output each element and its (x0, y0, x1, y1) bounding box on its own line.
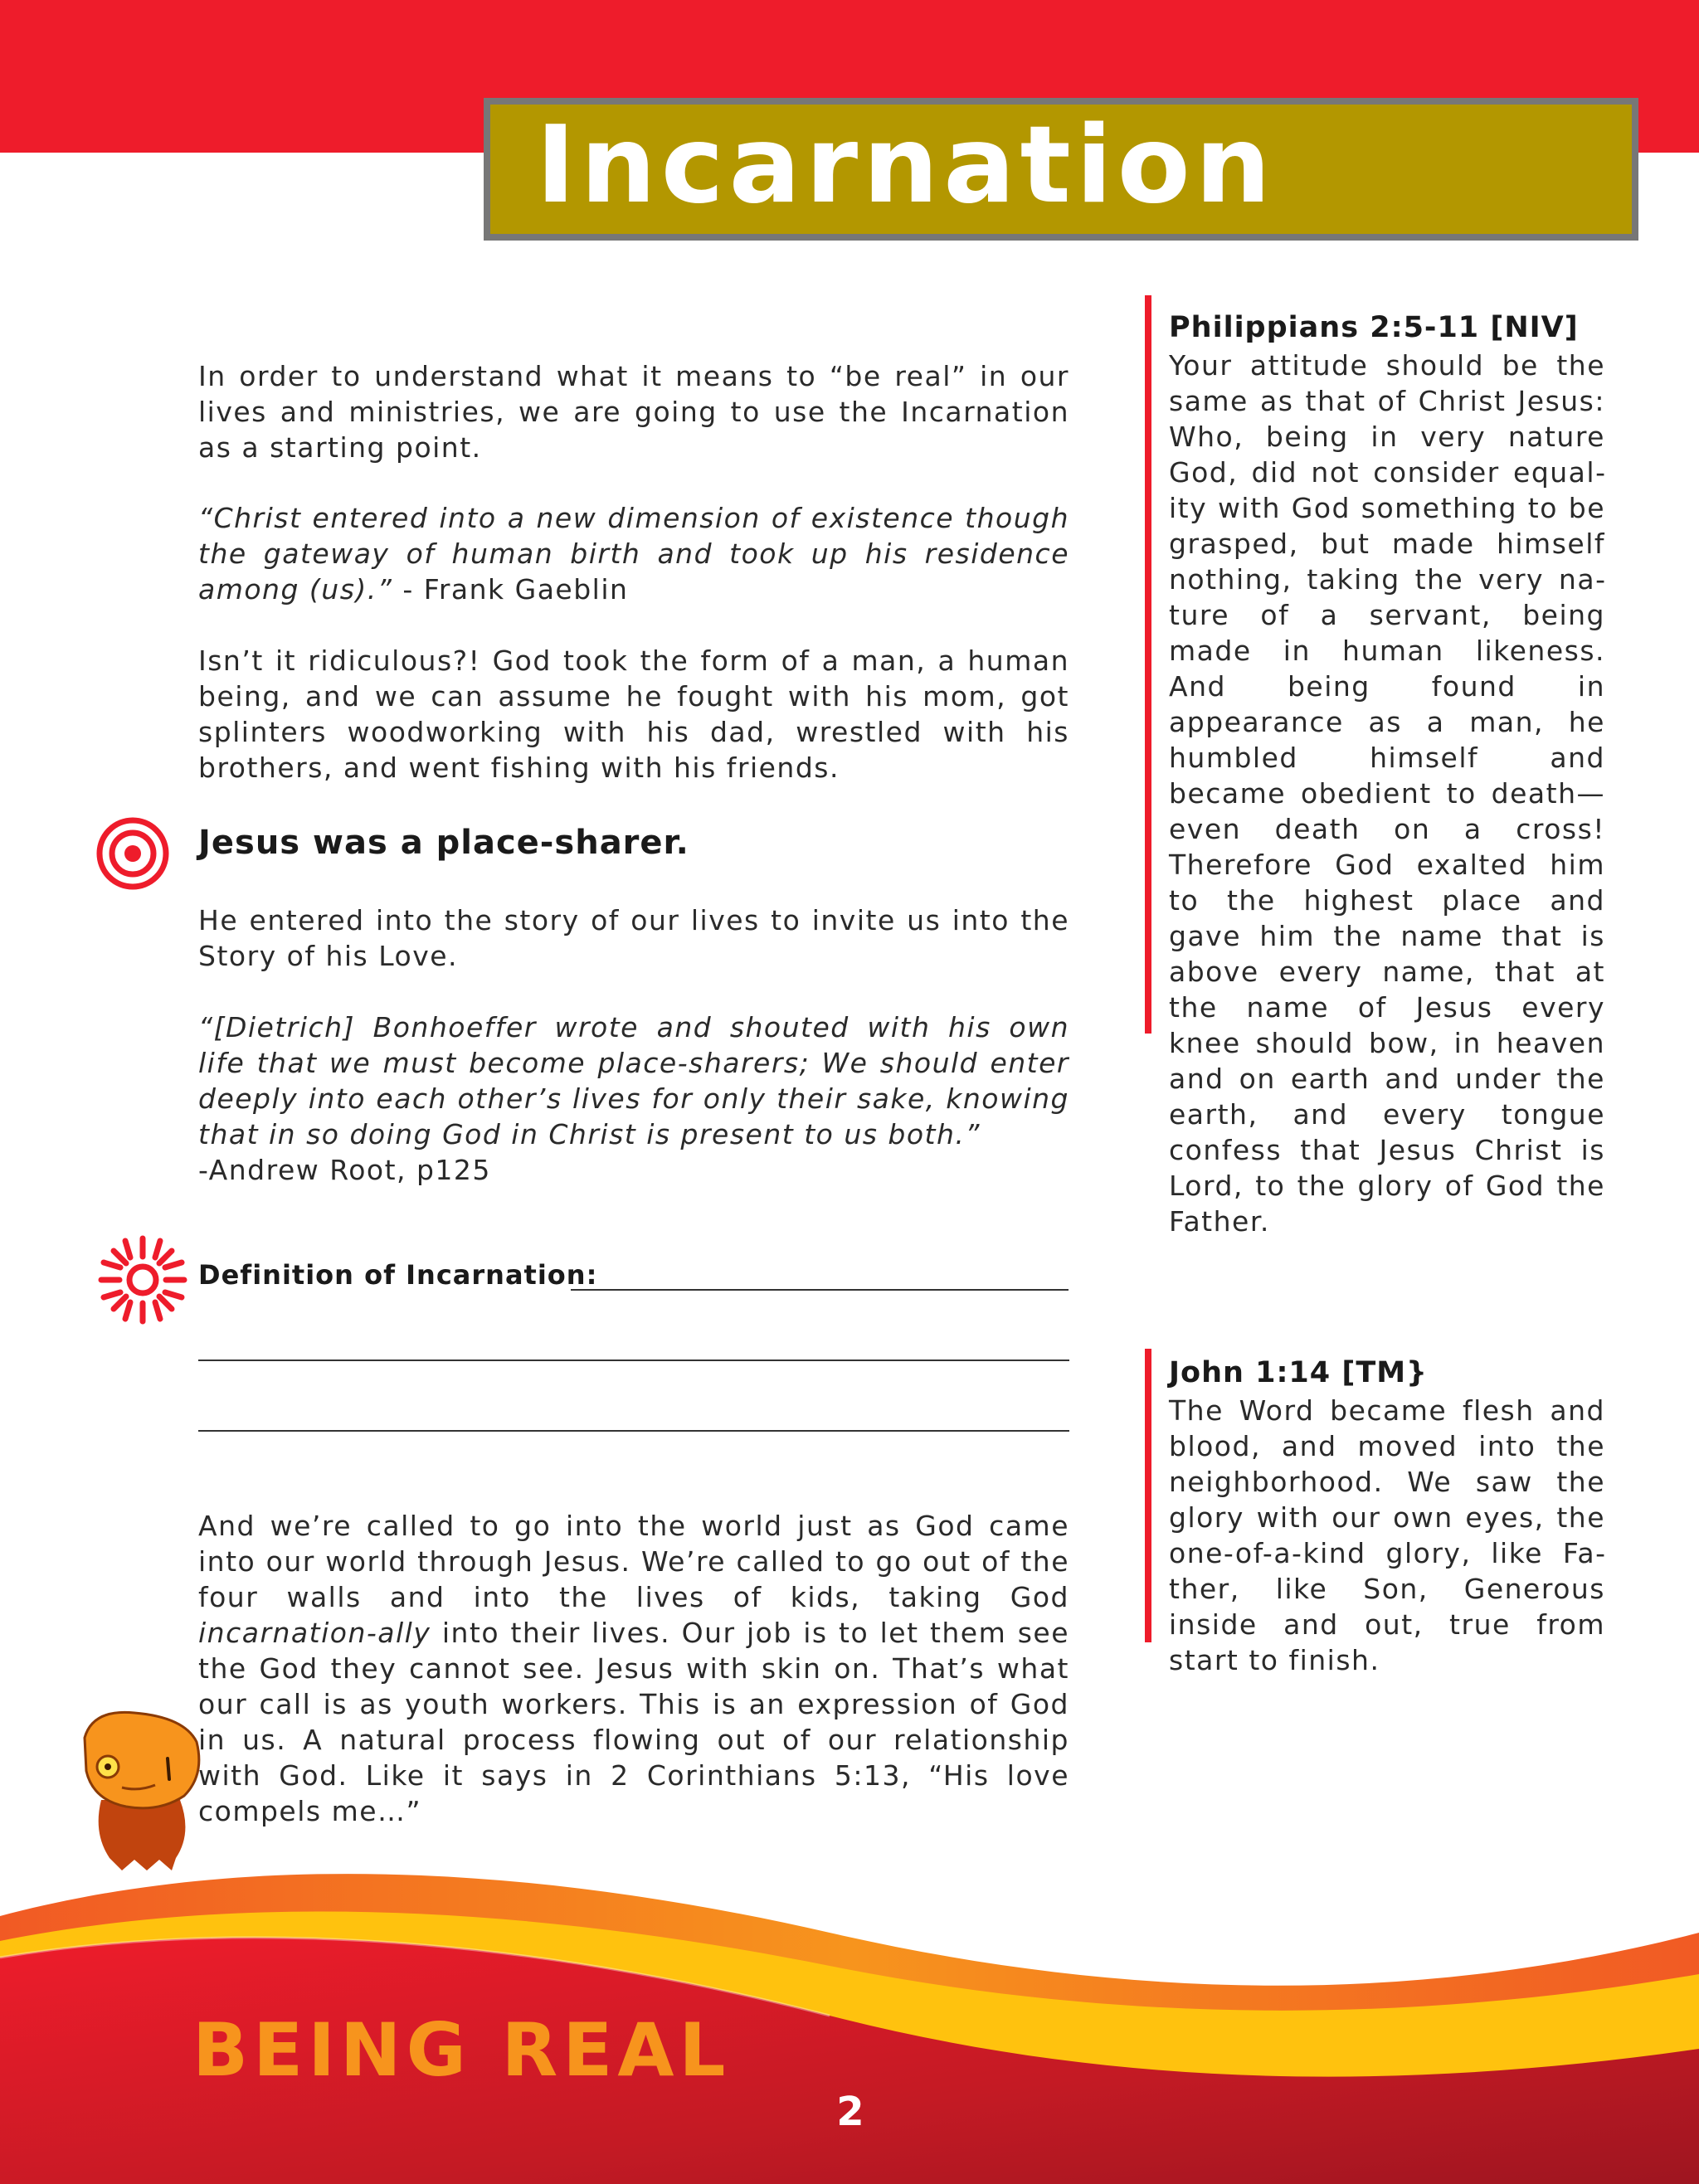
paragraph3-block (198, 902, 1069, 974)
closing-paragraph (198, 1508, 1069, 1829)
closing-block (198, 1508, 1069, 1829)
scripture-text: The Word became flesh and blood, and moved into the neighborhood. We saw the glory with our own eyes, the one-of-a-kind glory, like Father, like Son, Generous inside and out, true from start to finish. (1169, 1394, 1605, 1676)
page-title: Incarnation (536, 104, 1276, 227)
sidebar-accent-2 (1145, 1349, 1151, 1642)
quote2-attribution: -Andrew Root, p125 (198, 1154, 491, 1186)
sidebar-accent-1 (1145, 295, 1151, 1034)
quote1-attribution: - Frank Gaeblin (392, 573, 629, 606)
brand-wordmark: BEING REAL (192, 2007, 731, 2093)
quote1-block (198, 500, 1069, 607)
quote2-text: “[Dietrich] Bonhoeffer wrote and shouted with his own life that we must become place-sharers; We should enter deeply into each other’s lives for only their sake, knowing that in so doing God in Christ is present to us both.” (198, 1011, 1069, 1150)
mascot-icon (76, 1709, 209, 1875)
quote1-paragraph (198, 500, 1069, 607)
title-box (484, 98, 1638, 241)
scripture-reference: John 1:14 [TM} (1169, 1356, 1428, 1389)
page-number: 2 (836, 2089, 864, 2135)
paragraph2-block (198, 643, 1069, 786)
sun-icon (96, 1233, 189, 1326)
quote2-block (198, 1009, 1069, 1188)
definition-line-3 (198, 1430, 1069, 1432)
definition-line-2 (198, 1360, 1069, 1361)
closing-emphasis: incarnation-ally (198, 1617, 431, 1649)
scripture-philippians (1169, 310, 1605, 1239)
closing-text-2: into their lives. Our job is to let them see the God they cannot see. Jesus with skin on. That’s what our call is as youth workers. This is an expression of God in us. A natural process flowing out of our relationship with God. Like it says in 2 Corinthians 5:13, “His love compels me…” (198, 1617, 1069, 1827)
section-heading: Jesus was a place-sharer. (198, 824, 689, 862)
paragraph2: Isn’t it ridiculous?! God took the form of a man, a human being, and we can assume he fought with his mom, got splinters woodworking with his dad, wrestled with his brothers, and went fishing with his friends. (198, 644, 1069, 784)
definition-line-1 (571, 1289, 1069, 1291)
paragraph3: He entered into the story of our lives to invite us into the Story of his Love. (198, 904, 1069, 972)
scripture-reference: Philippians 2:5-11 [NIV] (1169, 311, 1579, 344)
closing-text-1: And we’re called to go into the world just as God came into our world through Jesus. We’re called to go out of the four walls and into the lives of kids, taking God (198, 1510, 1069, 1613)
scripture-john (1169, 1355, 1605, 1678)
target-icon (95, 816, 170, 891)
intro-block (198, 358, 1069, 465)
scripture-text: Your attitude should be the same as that of Christ Jesus: Who, being in very nature God, did not consider equality with God something to be grasped, but made himself nothing, taking the very nature of a servant, being made in human likeness. And being found in appearance as a man, he humbled himself and became obedient to death—even death on a cross! Therefore God exalted him to the highest place and gave him the name that is above every name, that at the name of Jesus every knee should bow, in heaven and on earth and under the earth, and every tongue confess that Jesus Christ is Lord, to the glory of God the Father. (1169, 349, 1605, 1238)
intro-paragraph: In order to understand what it means to “be real” in our lives and ministries, we are going to use the Incarnation as a starting point. (198, 360, 1069, 464)
quote1-text: “Christ entered into a new dimension of existence though the gateway of human birth and took up his residence among (us).” (198, 502, 1069, 606)
definition-label: Definition of Incarnation: (198, 1259, 598, 1291)
